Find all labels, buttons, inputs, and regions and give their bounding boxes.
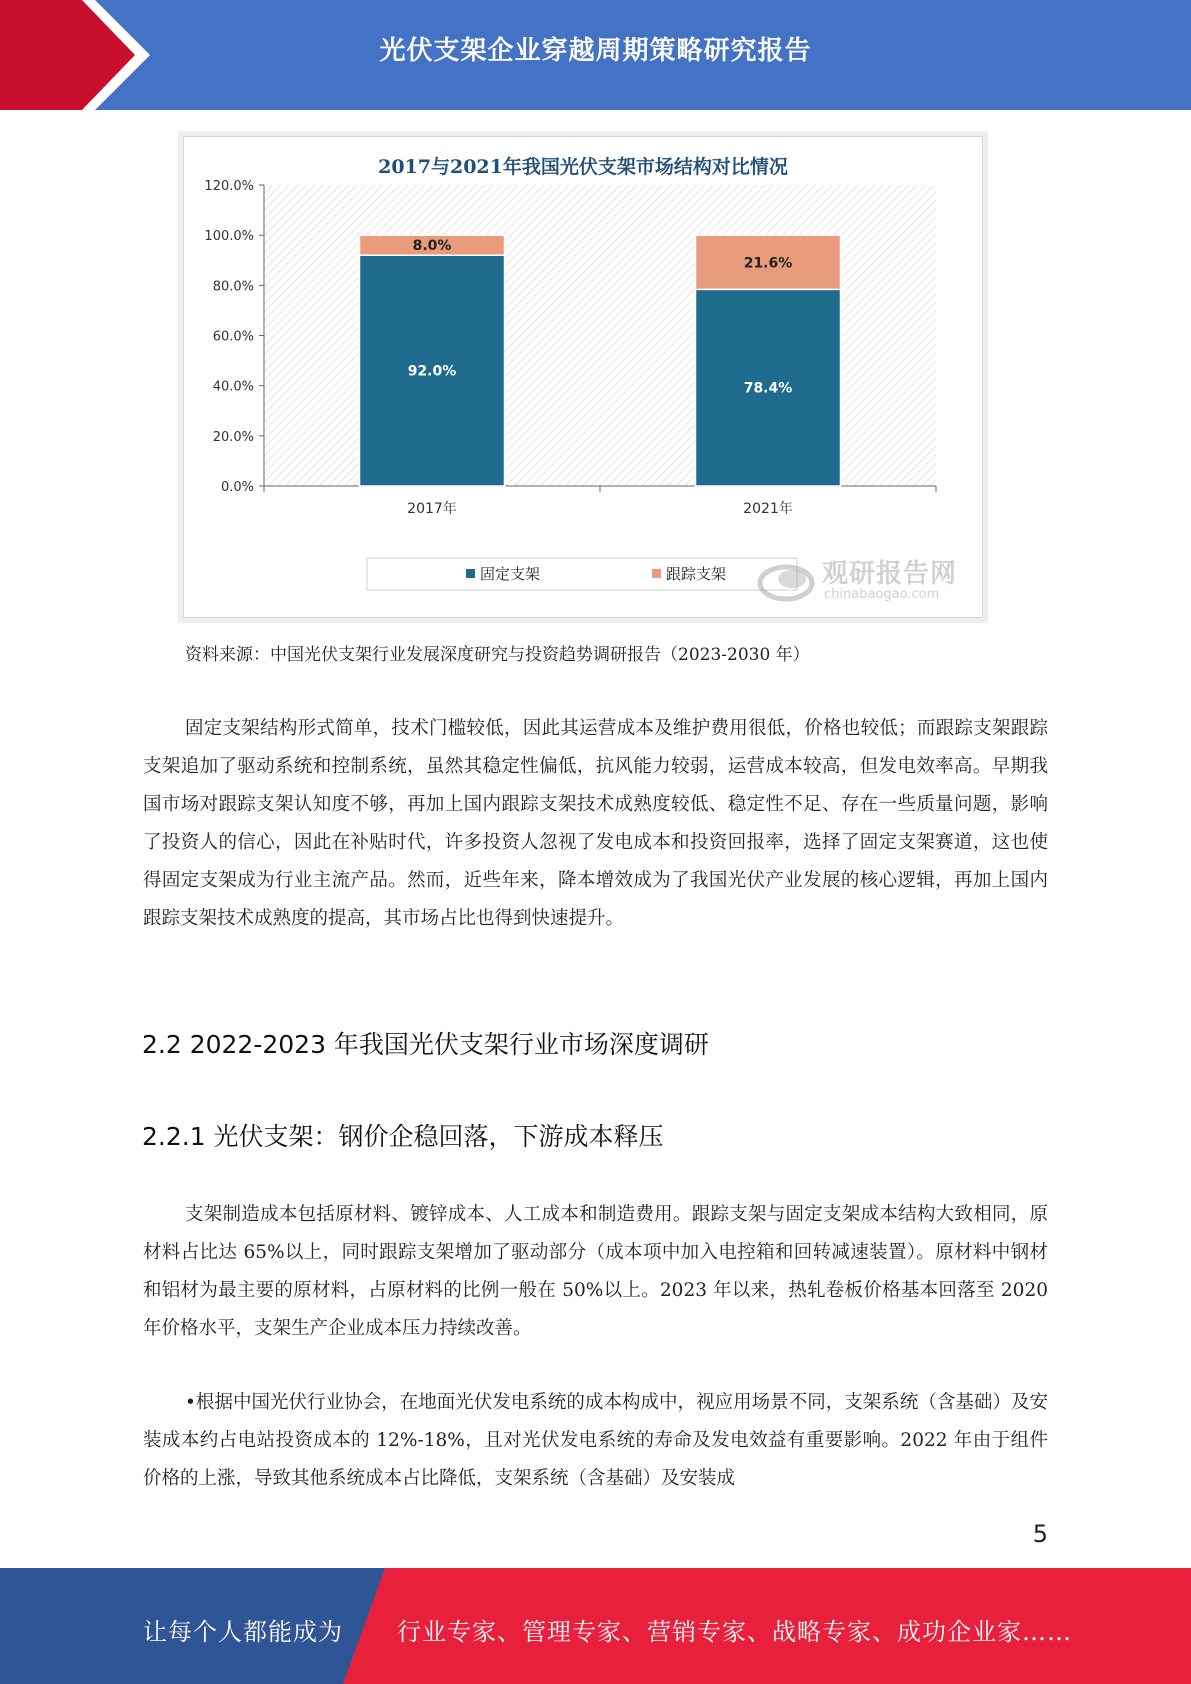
chart-container bbox=[183, 136, 983, 618]
y-tick-label: 0.0% bbox=[220, 480, 254, 495]
bar-data-label: 8.0% bbox=[412, 238, 452, 255]
page-header bbox=[0, 0, 1191, 110]
body-paragraph-1: 固定支架结构形式简单，技术门槛较低，因此其运营成本及维护费用很低，价格也较低；而跟踪支架跟踪支架追加了驱动系统和控制系统，虽然其稳定性偏低，抗风能力较弱，运营成本较高，但发电效率高。早期我国市场对跟踪支架认知度不够，再加上国内跟踪支架技术成熟度较低、稳定性不足、存在一些质量问题，影响了投资人的信心，因此在补贴时代，许多投资人忽视了发电成本和投资回报率，选择了固定支架赛道，这也使得固定支架成为行业主流产品。然而，近些年来，降本增效成为了我国光伏产业发展的核心逻辑，再加上国内跟踪支架技术成熟度的提高，其市场占比也得到快速提升。 bbox=[143, 718, 1048, 929]
y-tick-label: 20.0% bbox=[212, 429, 254, 445]
y-tick-label: 40.0% bbox=[212, 379, 254, 395]
legend-swatch bbox=[652, 569, 661, 578]
bar-data-label: 92.0% bbox=[407, 363, 457, 380]
watermark-logo-icon bbox=[754, 549, 824, 609]
legend-label: 固定支架 bbox=[480, 565, 541, 583]
body-paragraph-2: 支架制造成本包括原材料、镀锌成本、人工成本和制造费用。跟踪支架与固定支架成本结构大致相同，原材料占比达 65%以上，同时跟踪支架增加了驱动部分（成本项中加入电控箱和回转减速装置）。原材料中钢材和铝材为最主要的原材料，占原材料的比例一般在 50%以上。2023 年以来，热轧卷板价格基本回落至 2020 年价格水平，支架生产企业成本压力持续改善。 bbox=[143, 1204, 1048, 1339]
x-tick-label: 2021年 bbox=[743, 501, 793, 517]
x-tick-label: 2017年 bbox=[407, 501, 457, 517]
bar-data-label: 21.6% bbox=[743, 255, 793, 272]
y-tick-label: 100.0% bbox=[204, 229, 254, 245]
bar-data-label: 78.4% bbox=[743, 380, 793, 397]
legend-swatch bbox=[466, 569, 475, 578]
watermark bbox=[754, 549, 974, 609]
footer-slogan-right: 行业专家、管理专家、营销专家、战略专家、成功企业家…… bbox=[397, 1618, 1072, 1646]
chart-source-note: 资料来源：中国光伏支架行业发展深度研究与投资趋势调研报告（2023-2030 年） bbox=[185, 645, 810, 665]
chart-title: 2017与2021年我国光伏支架市场结构对比情况 bbox=[378, 156, 788, 178]
section-heading-2-2-1: 2.2.1 光伏支架：钢价企稳回落，下游成本释压 bbox=[142, 1122, 664, 1151]
y-tick-label: 120.0% bbox=[204, 179, 254, 194]
section-heading-2-2: 2.2 2022-2023 年我国光伏支架行业市场深度调研 bbox=[142, 1030, 709, 1059]
watermark-brand: 观研报告网 bbox=[822, 559, 958, 589]
document-header-title: 光伏支架企业穿越周期策略研究报告 bbox=[379, 36, 812, 66]
watermark-url: chinabaogao.com bbox=[824, 587, 940, 602]
y-tick-label: 60.0% bbox=[212, 329, 254, 345]
stacked-bar-chart bbox=[184, 137, 982, 617]
footer-slogan-left: 让每个人都能成为 bbox=[143, 1618, 343, 1646]
body-paragraph-3: •根据中国光伏行业协会，在地面光伏发电系统的成本构成中，视应用场景不同，支架系统（含基础）及安装成本约占电站投资成本的 12%-18%，且对光伏发电系统的寿命及发电效益有重要影响。2022 年由于组件价格的上涨，导致其他系统成本占比降低，支架系统（含基础）及安装成 bbox=[143, 1392, 1048, 1489]
y-tick-label: 80.0% bbox=[212, 279, 254, 295]
legend-box bbox=[367, 558, 797, 590]
legend-label: 跟踪支架 bbox=[666, 565, 727, 583]
page-number: 5 bbox=[1032, 1520, 1048, 1548]
